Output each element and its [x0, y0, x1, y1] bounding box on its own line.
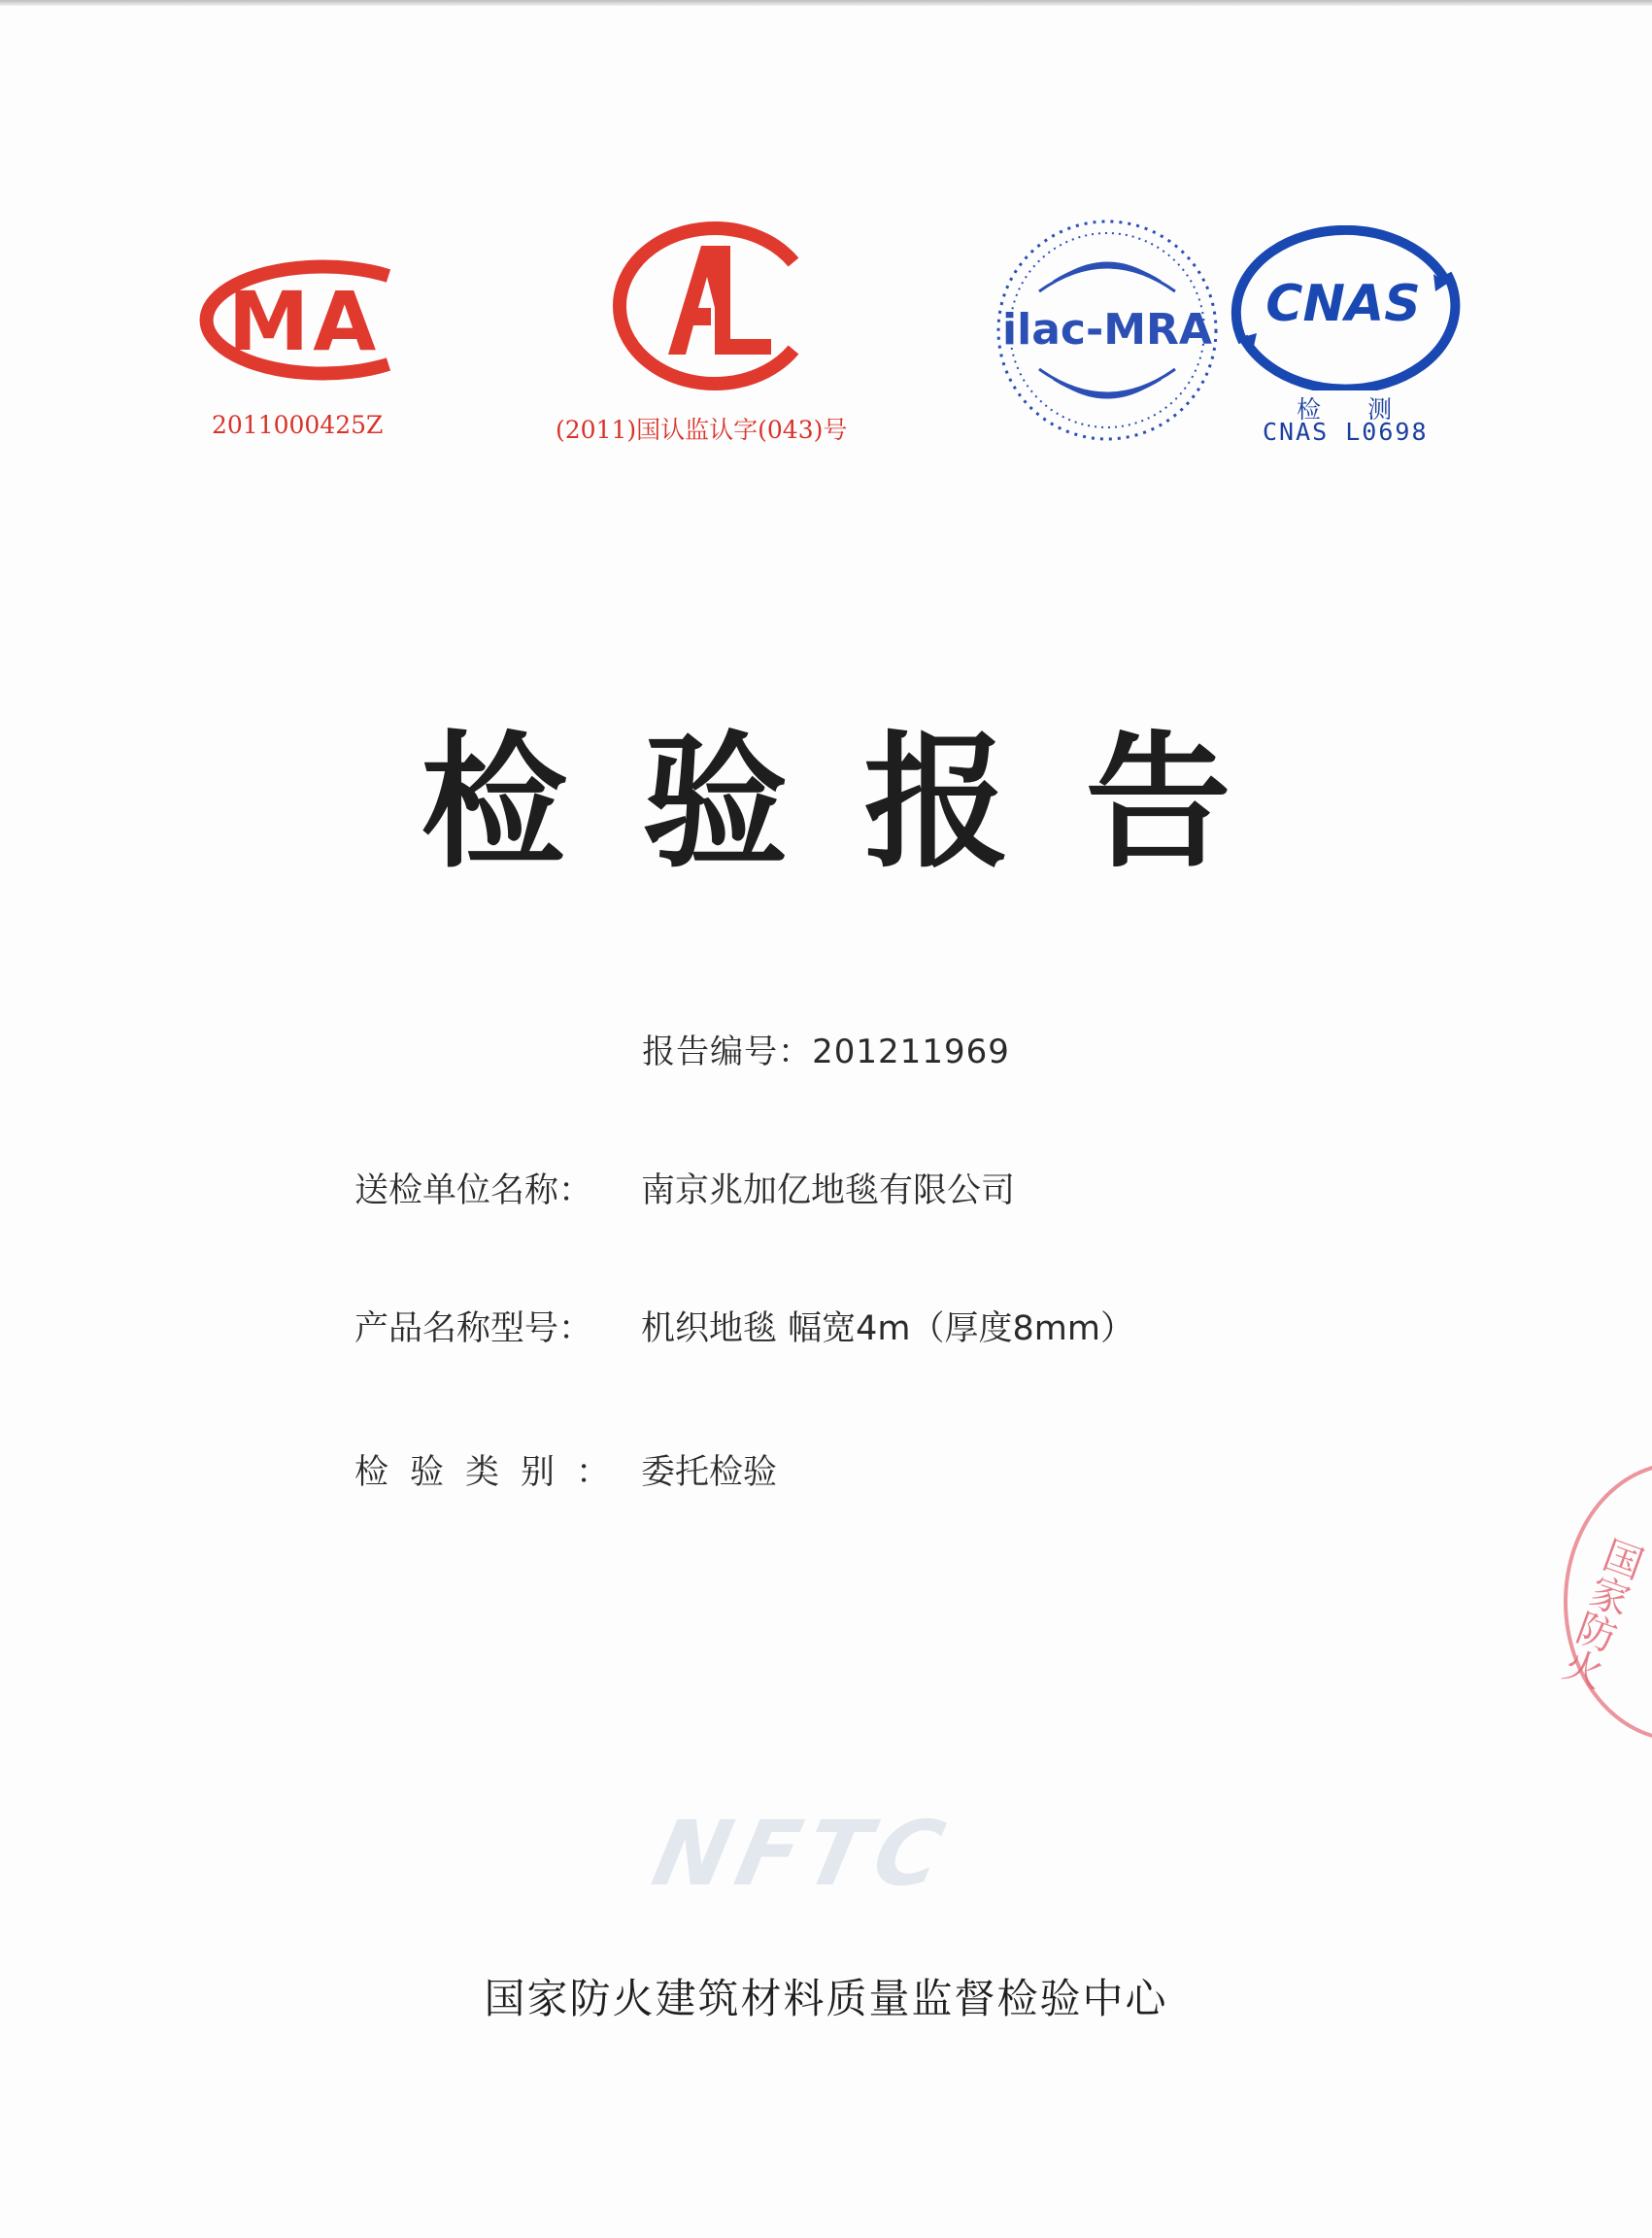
seal-text: 国家防火 — [1553, 1531, 1649, 1693]
field-product — [354, 1302, 1134, 1350]
cma-logo-text: MA — [227, 274, 381, 369]
ilac-mra-logo — [991, 214, 1224, 447]
report-number-label: 报告编号： — [642, 1033, 813, 1071]
field-submitter-label: 送检单位名称： — [354, 1171, 593, 1210]
cnas-sub-label: 检 测 — [1297, 395, 1399, 424]
ilac-mra-text: ilac-MRA — [1002, 305, 1212, 355]
issuer-name: 国家防火建筑材料质量监督检验中心 — [484, 1975, 1168, 2022]
field-submitter — [354, 1164, 1015, 1212]
page-top-edge — [0, 0, 1652, 6]
cnas-logo — [1229, 225, 1462, 390]
field-category-value: 委托检验 — [641, 1453, 778, 1492]
field-product-value: 机织地毯 幅宽4m（厚度8mm） — [641, 1309, 1134, 1348]
field-product-label: 产品名称型号： — [354, 1309, 593, 1348]
cnas-number: CNAS L0698 — [1263, 418, 1429, 446]
report-number — [0, 1025, 1652, 1072]
cnas-logo-text: CNAS — [1265, 275, 1421, 333]
field-category — [354, 1445, 777, 1494]
nftc-watermark: NFTC — [644, 1802, 961, 1906]
cma-logo — [180, 254, 427, 386]
cal-logo — [604, 219, 818, 393]
report-number-value: 201211969 — [812, 1033, 1010, 1071]
field-category-label: 检验类别： — [354, 1453, 632, 1492]
field-submitter-value: 南京兆加亿地毯有限公司 — [641, 1171, 1016, 1210]
cal-number: (2011)国认监认字(043)号 — [556, 416, 848, 444]
cma-number: 2011000425Z — [212, 411, 384, 439]
page-title: 检验报告 — [421, 719, 1307, 888]
